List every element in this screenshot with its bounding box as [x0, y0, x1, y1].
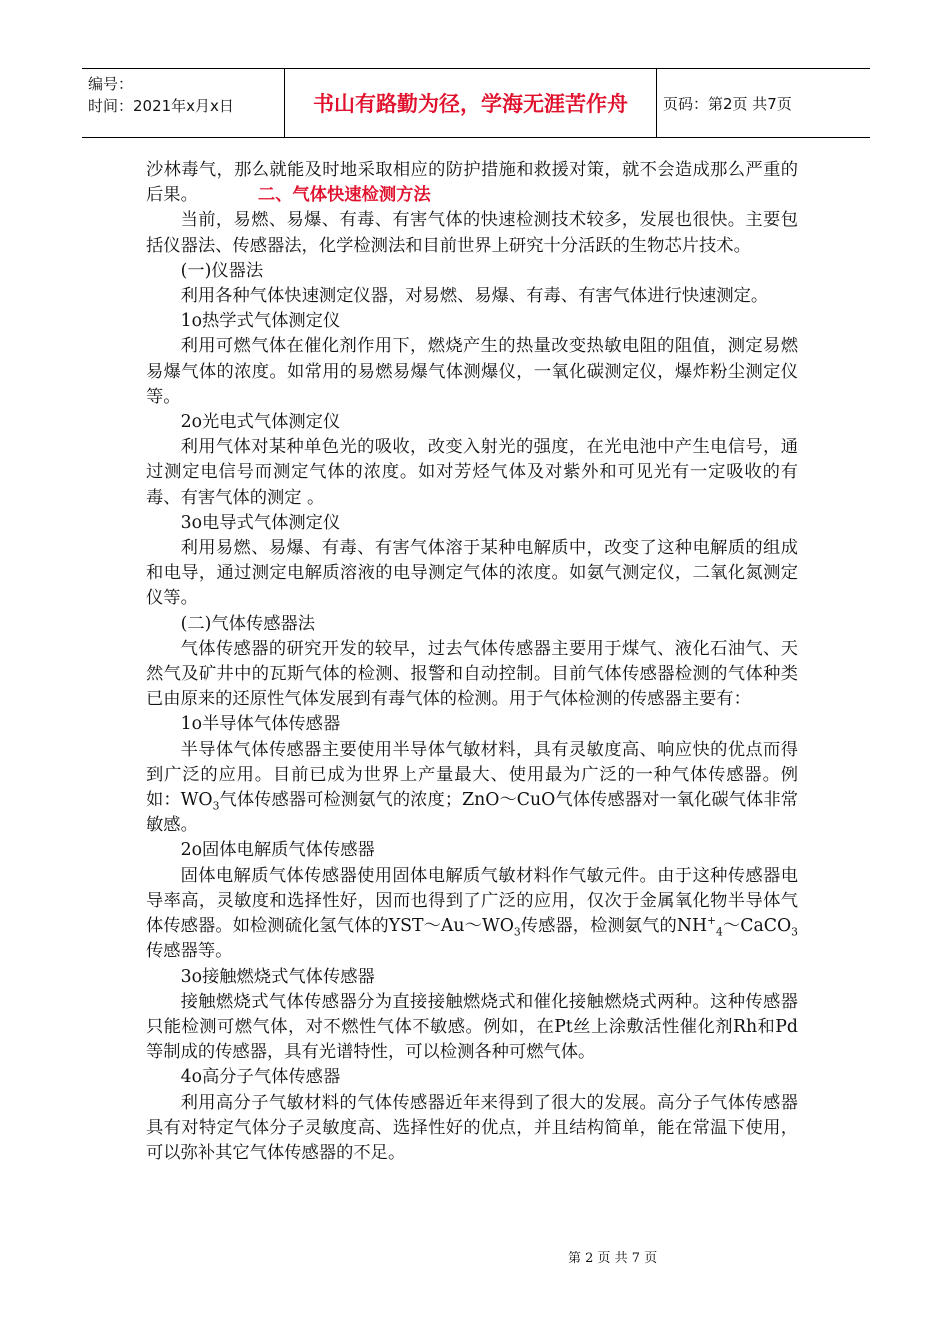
paragraph: 沙林毒气，那么就能及时地采取相应的防护措施和救援对策，就不会造成那么严重的后果。 二、气体快速检测方法: [146, 160, 798, 206]
item-heading: 1o半导体气体传感器: [180, 714, 341, 735]
document-time-label: 时间：2021年x月x日: [88, 97, 234, 115]
paragraph: 利用高分子气敏材料的气体传感器近年来得到了很大的发展。高分子气体传感器具有对特定气体分子灵敏度高、选择性好的优点，并且结构简单，能在常温下使用，可以弥补其它气体传感器的不足。: [146, 1092, 798, 1163]
document-number-label: 编号：: [88, 75, 134, 93]
paragraph: 当前，易燃、易爆、有毒、有害气体的快速检测技术较多，发展也很快。主要包括仪器法、传感器法，化学检测法和目前世界上研究十分活跃的生物芯片技术。: [146, 210, 798, 256]
paragraph: 固体电解质气体传感器使用固体电解质气敏材料作气敏元件。由于这种传感器电导率高，灵敏度和选择性好，因而也得到了广泛的应用，仅次于金属氧化物半导体气体传感器。如检测硫化氢气体的$YST\sim Au\sim WO_3$传感器，检测氨气的$NH^+_4\sim CaCO_3$传感器等。: [146, 865, 798, 962]
item-heading: 2o固体电解质气体传感器: [180, 840, 375, 861]
item-heading: 2o光电式气体测定仪: [180, 412, 341, 433]
section-heading: 二、气体快速检测方法: [257, 185, 431, 206]
item-heading: 4o高分子气体传感器: [180, 1067, 341, 1088]
paragraph: 利用可燃气体在催化剂作用下，燃烧产生的热量改变热敏电阻的阻值，测定易燃易爆气体的浓度。如常用的易燃易爆气体测爆仪，一氧化碳测定仪，爆炸粉尘测定仪等。: [146, 336, 798, 407]
paragraph: 利用气体对某种单色光的吸收，改变入射光的强度，在光电池中产生电信号，通过测定电信号而测定气体的浓度。如对芳烃气体及对紫外和可见光有一定吸收的有毒、有害气体的测定 。: [146, 437, 798, 508]
paragraph: 接触燃烧式气体传感器分为直接接触燃烧式和催化接触燃烧式两种。这种传感器只能检测可燃气体，对不燃性气体不敏感。例如，在Pt丝上涂敷活性催化剂Rh和Pd等制成的传感器，具有光谱特性，可以检测各种可燃气体。: [146, 991, 798, 1063]
item-heading: 3o接触燃烧式气体传感器: [180, 966, 375, 987]
header-info-cell: [82, 69, 285, 137]
item-heading: 3o电导式气体测定仪: [180, 512, 341, 533]
subsection-heading: (一)仪器法: [180, 260, 264, 281]
footer-page-number: 第 2 页 共 7 页: [568, 1251, 658, 1266]
paragraph: 气体传感器的研究开发的较早，过去气体传感器主要用于煤气、液化石油气、天然气及矿井中的瓦斯气体的检测、报警和自动控制。目前气体传感器检测的气体种类已由原来的还原性气体发展到有毒气体的检测。用于气体检测的传感器主要有：: [146, 638, 798, 710]
subsection-heading: (二)气体传感器法: [180, 613, 316, 634]
document-body: [146, 158, 798, 1166]
page-header: [82, 68, 870, 138]
paragraph: 利用各种气体快速测定仪器，对易燃、易爆、有毒、有害气体进行快速测定。: [180, 286, 769, 307]
item-heading: 1o热学式气体测定仪: [180, 311, 341, 332]
header-motto: 书山有路勤为径，学海无涯苦作舟: [285, 69, 657, 137]
header-page-label: 页码：第2页 共7页: [663, 94, 792, 113]
paragraph: 利用易燃、易爆、有毒、有害气体溶于某种电解质中，改变了这种电解质的组成和电导，通过测定电解质溶液的电导测定气体的浓度。如氨气测定仪，二氧化氮测定仪等。: [146, 538, 798, 609]
paragraph: 半导体气体传感器主要使用半导体气敏材料，具有灵敏度高、响应快的优点而得到广泛的应用。目前已成为世界上产量最大、使用最为广泛的一种气体传感器。例如：$WO_3$气体传感器可检测氨气的浓度；ZnO～CuO气体传感器对一氧化碳气体非常敏感。: [146, 739, 799, 836]
